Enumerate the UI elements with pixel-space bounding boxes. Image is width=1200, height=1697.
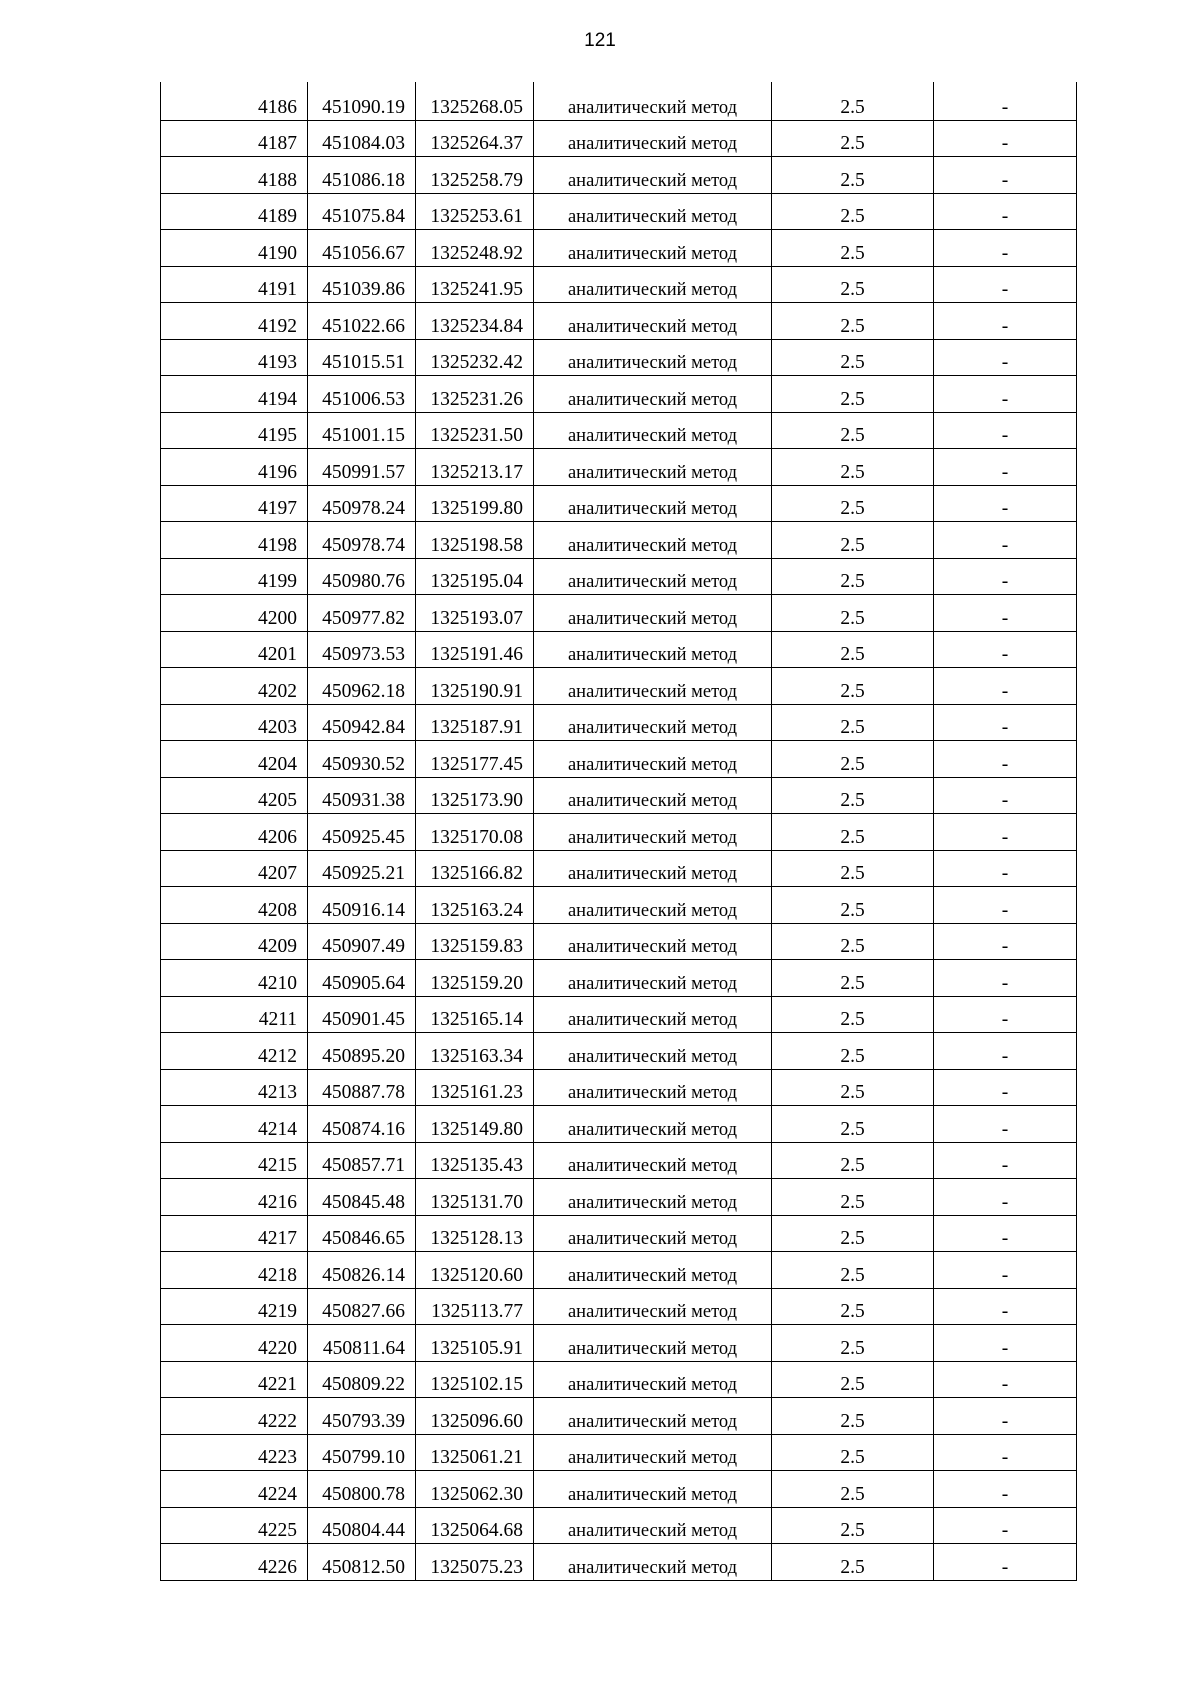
accuracy-cell: 2.5 <box>772 960 934 997</box>
point-number-cell: 4186 <box>161 82 308 120</box>
table-row <box>161 230 1077 267</box>
x-coordinate-cell: 450977.82 <box>308 595 416 632</box>
table-row <box>161 960 1077 997</box>
description-cell: - <box>934 1325 1077 1362</box>
description-cell: - <box>934 157 1077 194</box>
point-number-cell: 4210 <box>161 960 308 997</box>
point-number-cell: 4206 <box>161 814 308 851</box>
y-coordinate-cell: 1325195.04 <box>416 558 534 595</box>
method-cell: аналитический метод <box>534 1288 772 1325</box>
accuracy-cell: 2.5 <box>772 1252 934 1289</box>
point-number-cell: 4216 <box>161 1179 308 1216</box>
y-coordinate-cell: 1325113.77 <box>416 1288 534 1325</box>
table-row <box>161 1288 1077 1325</box>
y-coordinate-cell: 1325061.21 <box>416 1434 534 1471</box>
method-cell: аналитический метод <box>534 850 772 887</box>
x-coordinate-cell: 451086.18 <box>308 157 416 194</box>
point-number-cell: 4223 <box>161 1434 308 1471</box>
x-coordinate-cell: 450793.39 <box>308 1398 416 1435</box>
x-coordinate-cell: 450978.74 <box>308 522 416 559</box>
y-coordinate-cell: 1325253.61 <box>416 193 534 230</box>
x-coordinate-cell: 451015.51 <box>308 339 416 376</box>
point-number-cell: 4202 <box>161 668 308 705</box>
x-coordinate-cell: 450800.78 <box>308 1471 416 1508</box>
y-coordinate-cell: 1325187.91 <box>416 704 534 741</box>
x-coordinate-cell: 450907.49 <box>308 923 416 960</box>
y-coordinate-cell: 1325177.45 <box>416 741 534 778</box>
accuracy-cell: 2.5 <box>772 412 934 449</box>
method-cell: аналитический метод <box>534 157 772 194</box>
point-number-cell: 4194 <box>161 376 308 413</box>
accuracy-cell: 2.5 <box>772 631 934 668</box>
point-number-cell: 4196 <box>161 449 308 486</box>
table-row <box>161 1471 1077 1508</box>
x-coordinate-cell: 450812.50 <box>308 1544 416 1581</box>
point-number-cell: 4195 <box>161 412 308 449</box>
table-row <box>161 82 1077 120</box>
point-number-cell: 4199 <box>161 558 308 595</box>
description-cell: - <box>934 1142 1077 1179</box>
x-coordinate-cell: 450962.18 <box>308 668 416 705</box>
table-row <box>161 485 1077 522</box>
y-coordinate-cell: 1325264.37 <box>416 120 534 157</box>
point-number-cell: 4212 <box>161 1033 308 1070</box>
table-row <box>161 1398 1077 1435</box>
y-coordinate-cell: 1325096.60 <box>416 1398 534 1435</box>
table-row <box>161 923 1077 960</box>
accuracy-cell: 2.5 <box>772 741 934 778</box>
x-coordinate-cell: 451001.15 <box>308 412 416 449</box>
y-coordinate-cell: 1325232.42 <box>416 339 534 376</box>
method-cell: аналитический метод <box>534 1106 772 1143</box>
description-cell: - <box>934 887 1077 924</box>
x-coordinate-cell: 450980.76 <box>308 558 416 595</box>
y-coordinate-cell: 1325131.70 <box>416 1179 534 1216</box>
method-cell: аналитический метод <box>534 1069 772 1106</box>
accuracy-cell: 2.5 <box>772 157 934 194</box>
method-cell: аналитический метод <box>534 485 772 522</box>
accuracy-cell: 2.5 <box>772 558 934 595</box>
description-cell: - <box>934 595 1077 632</box>
method-cell: аналитический метод <box>534 814 772 851</box>
accuracy-cell: 2.5 <box>772 1471 934 1508</box>
table-row <box>161 631 1077 668</box>
method-cell: аналитический метод <box>534 376 772 413</box>
method-cell: аналитический метод <box>534 339 772 376</box>
y-coordinate-cell: 1325231.50 <box>416 412 534 449</box>
description-cell: - <box>934 303 1077 340</box>
accuracy-cell: 2.5 <box>772 449 934 486</box>
x-coordinate-cell: 451039.86 <box>308 266 416 303</box>
x-coordinate-cell: 450845.48 <box>308 1179 416 1216</box>
accuracy-cell: 2.5 <box>772 339 934 376</box>
accuracy-cell: 2.5 <box>772 1106 934 1143</box>
table-row <box>161 741 1077 778</box>
point-number-cell: 4217 <box>161 1215 308 1252</box>
x-coordinate-cell: 450973.53 <box>308 631 416 668</box>
method-cell: аналитический метод <box>534 558 772 595</box>
y-coordinate-cell: 1325128.13 <box>416 1215 534 1252</box>
method-cell: аналитический метод <box>534 704 772 741</box>
point-number-cell: 4214 <box>161 1106 308 1143</box>
y-coordinate-cell: 1325166.82 <box>416 850 534 887</box>
description-cell: - <box>934 558 1077 595</box>
y-coordinate-cell: 1325170.08 <box>416 814 534 851</box>
table-row <box>161 522 1077 559</box>
table-row <box>161 1544 1077 1581</box>
accuracy-cell: 2.5 <box>772 1069 934 1106</box>
x-coordinate-cell: 450931.38 <box>308 777 416 814</box>
description-cell: - <box>934 850 1077 887</box>
point-number-cell: 4218 <box>161 1252 308 1289</box>
accuracy-cell: 2.5 <box>772 887 934 924</box>
y-coordinate-cell: 1325161.23 <box>416 1069 534 1106</box>
y-coordinate-cell: 1325120.60 <box>416 1252 534 1289</box>
point-number-cell: 4189 <box>161 193 308 230</box>
table-row <box>161 1142 1077 1179</box>
accuracy-cell: 2.5 <box>772 485 934 522</box>
method-cell: аналитический метод <box>534 1544 772 1581</box>
description-cell: - <box>934 960 1077 997</box>
method-cell: аналитический метод <box>534 923 772 960</box>
y-coordinate-cell: 1325191.46 <box>416 631 534 668</box>
coordinates-table <box>160 82 1077 1581</box>
description-cell: - <box>934 1398 1077 1435</box>
description-cell: - <box>934 1106 1077 1143</box>
table-row <box>161 1507 1077 1544</box>
description-cell: - <box>934 1434 1077 1471</box>
accuracy-cell: 2.5 <box>772 1434 934 1471</box>
point-number-cell: 4222 <box>161 1398 308 1435</box>
accuracy-cell: 2.5 <box>772 193 934 230</box>
accuracy-cell: 2.5 <box>772 522 934 559</box>
accuracy-cell: 2.5 <box>772 1142 934 1179</box>
x-coordinate-cell: 450925.45 <box>308 814 416 851</box>
point-number-cell: 4198 <box>161 522 308 559</box>
x-coordinate-cell: 450846.65 <box>308 1215 416 1252</box>
accuracy-cell: 2.5 <box>772 668 934 705</box>
point-number-cell: 4209 <box>161 923 308 960</box>
y-coordinate-cell: 1325064.68 <box>416 1507 534 1544</box>
x-coordinate-cell: 451084.03 <box>308 120 416 157</box>
x-coordinate-cell: 450826.14 <box>308 1252 416 1289</box>
description-cell: - <box>934 631 1077 668</box>
point-number-cell: 4203 <box>161 704 308 741</box>
method-cell: аналитический метод <box>534 266 772 303</box>
description-cell: - <box>934 996 1077 1033</box>
method-cell: аналитический метод <box>534 1179 772 1216</box>
y-coordinate-cell: 1325234.84 <box>416 303 534 340</box>
y-coordinate-cell: 1325075.23 <box>416 1544 534 1581</box>
description-cell: - <box>934 485 1077 522</box>
x-coordinate-cell: 450905.64 <box>308 960 416 997</box>
description-cell: - <box>934 1033 1077 1070</box>
table-row <box>161 449 1077 486</box>
point-number-cell: 4201 <box>161 631 308 668</box>
table-row <box>161 887 1077 924</box>
table-row <box>161 814 1077 851</box>
description-cell: - <box>934 339 1077 376</box>
point-number-cell: 4220 <box>161 1325 308 1362</box>
accuracy-cell: 2.5 <box>772 777 934 814</box>
point-number-cell: 4191 <box>161 266 308 303</box>
method-cell: аналитический метод <box>534 193 772 230</box>
table-row <box>161 339 1077 376</box>
x-coordinate-cell: 450857.71 <box>308 1142 416 1179</box>
table-row <box>161 1252 1077 1289</box>
description-cell: - <box>934 1507 1077 1544</box>
accuracy-cell: 2.5 <box>772 1033 934 1070</box>
method-cell: аналитический метод <box>534 1507 772 1544</box>
y-coordinate-cell: 1325241.95 <box>416 266 534 303</box>
y-coordinate-cell: 1325163.34 <box>416 1033 534 1070</box>
point-number-cell: 4224 <box>161 1471 308 1508</box>
point-number-cell: 4208 <box>161 887 308 924</box>
method-cell: аналитический метод <box>534 960 772 997</box>
description-cell: - <box>934 1215 1077 1252</box>
accuracy-cell: 2.5 <box>772 814 934 851</box>
point-number-cell: 4221 <box>161 1361 308 1398</box>
method-cell: аналитический метод <box>534 230 772 267</box>
method-cell: аналитический метод <box>534 887 772 924</box>
point-number-cell: 4205 <box>161 777 308 814</box>
table-row <box>161 303 1077 340</box>
description-cell: - <box>934 1288 1077 1325</box>
method-cell: аналитический метод <box>534 741 772 778</box>
table-row <box>161 376 1077 413</box>
x-coordinate-cell: 450811.64 <box>308 1325 416 1362</box>
x-coordinate-cell: 450925.21 <box>308 850 416 887</box>
accuracy-cell: 2.5 <box>772 230 934 267</box>
x-coordinate-cell: 450991.57 <box>308 449 416 486</box>
table-row <box>161 412 1077 449</box>
x-coordinate-cell: 450916.14 <box>308 887 416 924</box>
table-row <box>161 1106 1077 1143</box>
description-cell: - <box>934 741 1077 778</box>
accuracy-cell: 2.5 <box>772 82 934 120</box>
description-cell: - <box>934 449 1077 486</box>
table-row <box>161 266 1077 303</box>
description-cell: - <box>934 193 1077 230</box>
point-number-cell: 4225 <box>161 1507 308 1544</box>
method-cell: аналитический метод <box>534 303 772 340</box>
table-row <box>161 704 1077 741</box>
point-number-cell: 4211 <box>161 996 308 1033</box>
y-coordinate-cell: 1325149.80 <box>416 1106 534 1143</box>
accuracy-cell: 2.5 <box>772 376 934 413</box>
accuracy-cell: 2.5 <box>772 1398 934 1435</box>
x-coordinate-cell: 451006.53 <box>308 376 416 413</box>
description-cell: - <box>934 704 1077 741</box>
point-number-cell: 4192 <box>161 303 308 340</box>
method-cell: аналитический метод <box>534 668 772 705</box>
point-number-cell: 4226 <box>161 1544 308 1581</box>
table-row <box>161 777 1077 814</box>
description-cell: - <box>934 1471 1077 1508</box>
y-coordinate-cell: 1325102.15 <box>416 1361 534 1398</box>
method-cell: аналитический метод <box>534 1471 772 1508</box>
method-cell: аналитический метод <box>534 1142 772 1179</box>
method-cell: аналитический метод <box>534 1033 772 1070</box>
y-coordinate-cell: 1325231.26 <box>416 376 534 413</box>
x-coordinate-cell: 450887.78 <box>308 1069 416 1106</box>
table-row <box>161 1033 1077 1070</box>
description-cell: - <box>934 923 1077 960</box>
point-number-cell: 4219 <box>161 1288 308 1325</box>
x-coordinate-cell: 450874.16 <box>308 1106 416 1143</box>
point-number-cell: 4188 <box>161 157 308 194</box>
accuracy-cell: 2.5 <box>772 266 934 303</box>
x-coordinate-cell: 450930.52 <box>308 741 416 778</box>
accuracy-cell: 2.5 <box>772 1361 934 1398</box>
description-cell: - <box>934 376 1077 413</box>
y-coordinate-cell: 1325159.20 <box>416 960 534 997</box>
x-coordinate-cell: 450799.10 <box>308 1434 416 1471</box>
description-cell: - <box>934 1361 1077 1398</box>
table-row <box>161 668 1077 705</box>
y-coordinate-cell: 1325199.80 <box>416 485 534 522</box>
accuracy-cell: 2.5 <box>772 595 934 632</box>
method-cell: аналитический метод <box>534 631 772 668</box>
table-row <box>161 157 1077 194</box>
accuracy-cell: 2.5 <box>772 303 934 340</box>
x-coordinate-cell: 450942.84 <box>308 704 416 741</box>
y-coordinate-cell: 1325135.43 <box>416 1142 534 1179</box>
point-number-cell: 4193 <box>161 339 308 376</box>
method-cell: аналитический метод <box>534 777 772 814</box>
point-number-cell: 4197 <box>161 485 308 522</box>
method-cell: аналитический метод <box>534 1252 772 1289</box>
point-number-cell: 4190 <box>161 230 308 267</box>
y-coordinate-cell: 1325248.92 <box>416 230 534 267</box>
accuracy-cell: 2.5 <box>772 1325 934 1362</box>
description-cell: - <box>934 82 1077 120</box>
method-cell: аналитический метод <box>534 996 772 1033</box>
method-cell: аналитический метод <box>534 1434 772 1471</box>
page-number: 121 <box>584 30 616 51</box>
table-row <box>161 558 1077 595</box>
description-cell: - <box>934 266 1077 303</box>
method-cell: аналитический метод <box>534 522 772 559</box>
point-number-cell: 4204 <box>161 741 308 778</box>
description-cell: - <box>934 230 1077 267</box>
x-coordinate-cell: 451075.84 <box>308 193 416 230</box>
accuracy-cell: 2.5 <box>772 704 934 741</box>
description-cell: - <box>934 814 1077 851</box>
description-cell: - <box>934 1252 1077 1289</box>
description-cell: - <box>934 412 1077 449</box>
table-row <box>161 1361 1077 1398</box>
method-cell: аналитический метод <box>534 449 772 486</box>
description-cell: - <box>934 120 1077 157</box>
y-coordinate-cell: 1325193.07 <box>416 595 534 632</box>
accuracy-cell: 2.5 <box>772 996 934 1033</box>
y-coordinate-cell: 1325062.30 <box>416 1471 534 1508</box>
accuracy-cell: 2.5 <box>772 923 934 960</box>
y-coordinate-cell: 1325159.83 <box>416 923 534 960</box>
y-coordinate-cell: 1325198.58 <box>416 522 534 559</box>
x-coordinate-cell: 451056.67 <box>308 230 416 267</box>
table-row <box>161 1325 1077 1362</box>
accuracy-cell: 2.5 <box>772 1544 934 1581</box>
method-cell: аналитический метод <box>534 82 772 120</box>
accuracy-cell: 2.5 <box>772 850 934 887</box>
table-row <box>161 1215 1077 1252</box>
method-cell: аналитический метод <box>534 1398 772 1435</box>
method-cell: аналитический метод <box>534 595 772 632</box>
method-cell: аналитический метод <box>534 1361 772 1398</box>
point-number-cell: 4213 <box>161 1069 308 1106</box>
x-coordinate-cell: 450895.20 <box>308 1033 416 1070</box>
y-coordinate-cell: 1325165.14 <box>416 996 534 1033</box>
y-coordinate-cell: 1325163.24 <box>416 887 534 924</box>
x-coordinate-cell: 451022.66 <box>308 303 416 340</box>
table-row <box>161 193 1077 230</box>
accuracy-cell: 2.5 <box>772 1507 934 1544</box>
description-cell: - <box>934 1179 1077 1216</box>
method-cell: аналитический метод <box>534 1215 772 1252</box>
table-row <box>161 120 1077 157</box>
description-cell: - <box>934 1069 1077 1106</box>
point-number-cell: 4200 <box>161 595 308 632</box>
method-cell: аналитический метод <box>534 1325 772 1362</box>
y-coordinate-cell: 1325213.17 <box>416 449 534 486</box>
y-coordinate-cell: 1325268.05 <box>416 82 534 120</box>
y-coordinate-cell: 1325173.90 <box>416 777 534 814</box>
table-body <box>161 82 1077 1580</box>
description-cell: - <box>934 668 1077 705</box>
table-row <box>161 1434 1077 1471</box>
x-coordinate-cell: 451090.19 <box>308 82 416 120</box>
x-coordinate-cell: 450809.22 <box>308 1361 416 1398</box>
accuracy-cell: 2.5 <box>772 1215 934 1252</box>
accuracy-cell: 2.5 <box>772 120 934 157</box>
x-coordinate-cell: 450827.66 <box>308 1288 416 1325</box>
y-coordinate-cell: 1325190.91 <box>416 668 534 705</box>
point-number-cell: 4215 <box>161 1142 308 1179</box>
description-cell: - <box>934 777 1077 814</box>
table-row <box>161 1179 1077 1216</box>
table-row <box>161 1069 1077 1106</box>
accuracy-cell: 2.5 <box>772 1179 934 1216</box>
point-number-cell: 4207 <box>161 850 308 887</box>
description-cell: - <box>934 522 1077 559</box>
method-cell: аналитический метод <box>534 412 772 449</box>
table-row <box>161 595 1077 632</box>
point-number-cell: 4187 <box>161 120 308 157</box>
x-coordinate-cell: 450804.44 <box>308 1507 416 1544</box>
method-cell: аналитический метод <box>534 120 772 157</box>
table-row <box>161 850 1077 887</box>
x-coordinate-cell: 450901.45 <box>308 996 416 1033</box>
table-row <box>161 996 1077 1033</box>
y-coordinate-cell: 1325258.79 <box>416 157 534 194</box>
x-coordinate-cell: 450978.24 <box>308 485 416 522</box>
accuracy-cell: 2.5 <box>772 1288 934 1325</box>
y-coordinate-cell: 1325105.91 <box>416 1325 534 1362</box>
description-cell: - <box>934 1544 1077 1581</box>
